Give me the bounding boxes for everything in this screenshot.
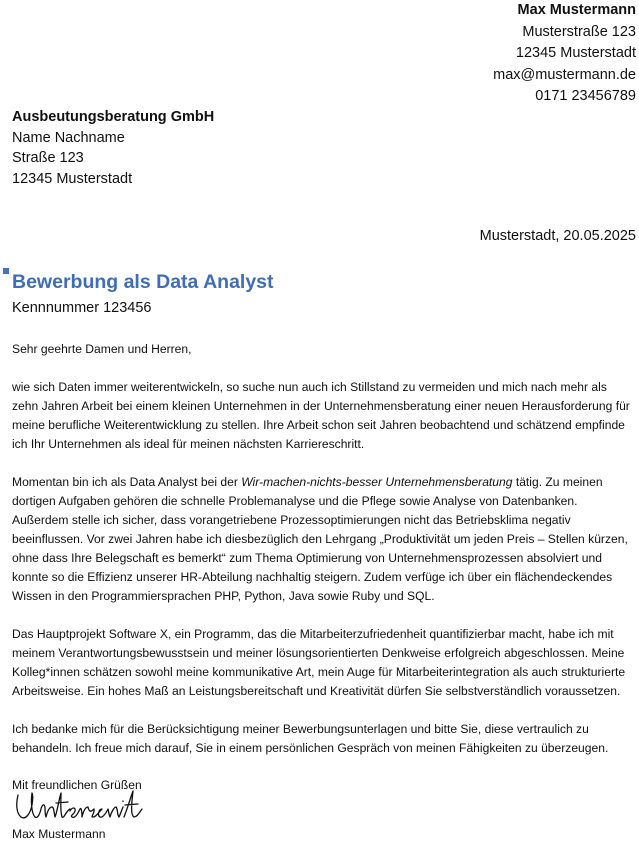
letter-body — [12, 340, 634, 795]
sender-phone: 0171 23456789 — [535, 88, 636, 104]
paragraph-2-intro: Momentan bin ich als Data Analyst bei der — [12, 475, 242, 489]
employer-name: Wir-machen-nichts-besser Unternehmensberatung — [241, 475, 513, 489]
sender-email[interactable]: max@mustermann.de — [493, 66, 636, 83]
signer-name: Max Mustermann — [12, 827, 106, 841]
recipient-company: Ausbeutungsberatung GmbH — [12, 109, 215, 125]
paragraph-2-rest: tätig. Zu meinen dortigen Aufgaben gehören die schnelle Problemanalyse und die Pflege sowie Analyse von Datenbanken. Außerdem stelle ich sicher, dass vorangetriebene Prozessoptimierungen nicht das Betriebsklima negativ beeinflussen. Vor zwei Jahren habe ich diesbezüglich den Lehrgang „Produktivität um jeden Preis – Stellen kürzen, ohne dass Ihre Belegschaft es bemerkt“ zum Thema Optimierung von Unternehmensprozessen absolviert und konnte so die Effizienz unserer HR-Abteilung nachhaltig steigern. Zudem verfüge ich über ein flächendeckendes Wissen in den Programmiersprachen PHP, Python, Java sowie Ruby und SQL. — [12, 475, 628, 603]
paragraph-4: Ich bedanke mich für die Berücksichtigung meiner Bewerbungsunterlagen und bitte Sie, diese vertraulich zu behandeln. Ich freue mich darauf, Sie in einem persönlichen Gespräch von meinen Fähigkeiten zu überzeugen. — [12, 722, 609, 755]
letter-date: Musterstadt, 20.05.2025 — [479, 228, 636, 244]
sender-street: Musterstraße 123 — [522, 23, 636, 40]
recipient-contact: Name Nachname — [12, 129, 125, 146]
sender-city: 12345 Musterstadt — [515, 45, 636, 61]
paragraph-1: wie sich Daten immer weiterentwickeln, so suche nun auch ich Stillstand zu vermeiden und mich nach mehr als zehn Jahren Arbeit bei einem kleinen Unternehmen in der Unternehmensberatung einer neuen Herausforderung für meine berufliche Weiterentwicklung zu stellen. Ihre Arbeit schon seit Jahren beobachtend und schätzend empfinde ich Ihr Unternehmen als ideal für meinen nächsten Karriereschritt. — [12, 380, 630, 451]
paragraph-3: Das Hauptprojekt Software X, ein Programm, das die Mitarbeiterzufriedenheit quantifizierbar macht, habe ich mit meinem Verantwortungsbewusstsein und meiner lösungsorientierten Denkweise erfolgreich abgeschlossen. Meine Kolleg*innen schätzen sowohl meine kommunikative Art, mein Auge für Mitarbeiterintegration als auch strukturierte Arbeitsweise. Ein hohes Maß an Leistungsbereitschaft und Kreativität dürfen Sie selbstverständlich voraussetzen. — [12, 627, 626, 698]
recipient-street: Straße 123 — [12, 150, 84, 166]
handwritten-signature — [12, 787, 152, 827]
closing-phrase: Mit freundlichen Grüßen — [12, 778, 142, 792]
sender-name: Max Mustermann — [517, 2, 636, 18]
recipient-block — [12, 107, 214, 189]
heading-marker — [3, 268, 9, 274]
sender-block — [336, 0, 636, 108]
paragraph-2 — [12, 473, 634, 606]
subject-title: Bewerbung als Data Analyst — [12, 271, 274, 293]
recipient-city: 12345 Musterstadt — [12, 170, 133, 187]
salutation: Sehr geehrte Damen und Herren, — [12, 342, 192, 356]
reference-number: Kennnummer 123456 — [12, 300, 152, 316]
